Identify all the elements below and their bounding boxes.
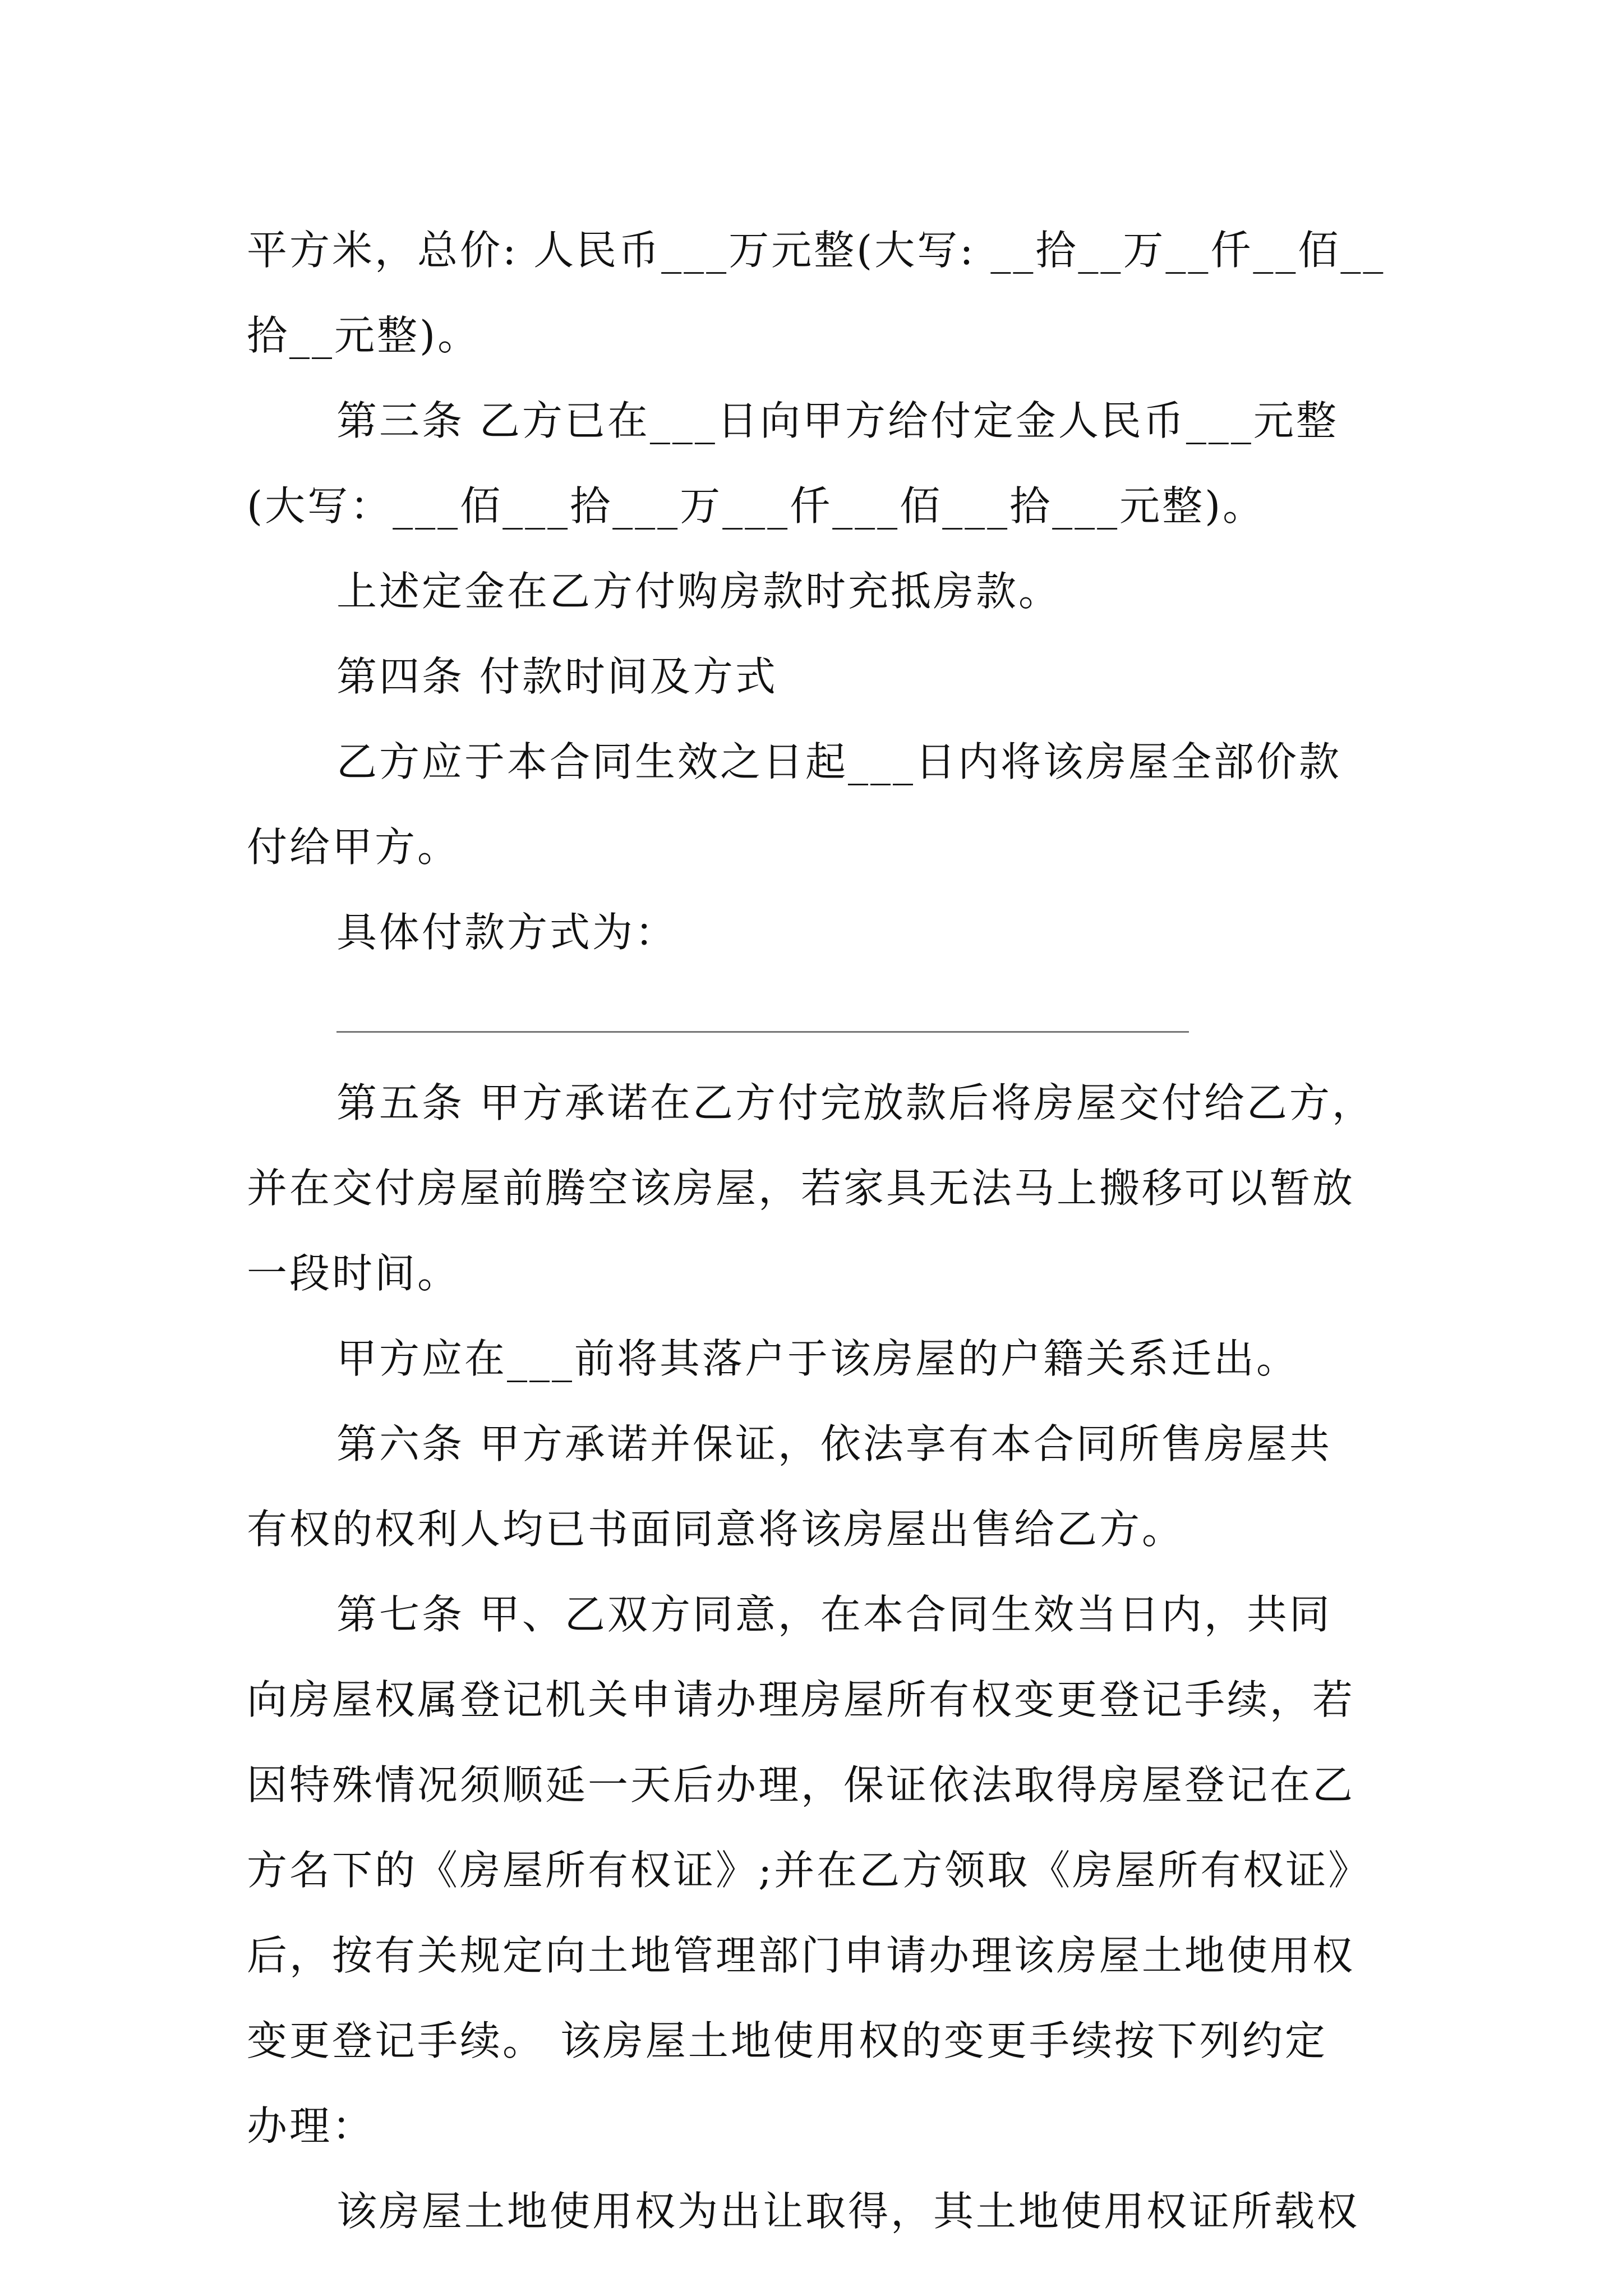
text-line-11: 第五条 甲方承诺在乙方付完放款后将房屋交付给乙方， bbox=[336, 1079, 1375, 1126]
text-line-20: 方名下的《房屋所有权证》;并在乙方领取《房屋所有权证》 bbox=[247, 1847, 1371, 1894]
text-line-13: 一段时间。 bbox=[247, 1250, 460, 1297]
horizontal-rule bbox=[336, 1031, 1189, 1033]
payment-method-blank-line bbox=[247, 975, 1391, 1060]
text-line-9: 具体付款方式为： bbox=[336, 909, 678, 956]
text-line-19: 因特殊情况须顺延一天后办理，保证依法取得房屋登记在乙 bbox=[247, 1761, 1355, 1809]
text-line-21: 后，按有关规定向土地管理部门申请办理该房屋土地使用权 bbox=[247, 1932, 1355, 1979]
text-line-1: 平方米，总价: 人民币___万元整(大写: __拾__万__仟__佰__ bbox=[247, 227, 1386, 274]
text-line-6: 第四条 付款时间及方式 bbox=[336, 653, 778, 700]
text-line-15: 第六条 甲方承诺并保证，依法享有本合同所售房屋共 bbox=[336, 1420, 1332, 1467]
text-line-5: 上述定金在乙方付购房款时充抵房款。 bbox=[336, 568, 1062, 615]
text-line-2: 拾__元整)。 bbox=[247, 312, 481, 359]
text-line-14: 甲方应在___前将其落户于该房屋的户籍关系迁出。 bbox=[336, 1335, 1299, 1382]
text-line-23: 办理： bbox=[247, 2102, 375, 2150]
text-line-24: 该房屋土地使用权为出让取得，其土地使用权证所载权 bbox=[336, 2188, 1360, 2235]
text-line-8: 付给甲方。 bbox=[247, 823, 460, 871]
text-line-18: 向房屋权属登记机关申请办理房屋所有权变更登记手续，若 bbox=[247, 1676, 1355, 1723]
text-line-12: 并在交付房屋前腾空该房屋，若家具无法马上搬移可以暂放 bbox=[247, 1165, 1355, 1212]
text-line-7: 乙方应于本合同生效之日起___日内将该房屋全部价款 bbox=[336, 738, 1342, 785]
text-line-16: 有权的权利人均已书面同意将该房屋出售给乙方。 bbox=[247, 1506, 1185, 1553]
text-line-4: (大写：___佰___拾___万___仟___佰___拾___元整)。 bbox=[247, 482, 1266, 530]
text-line-22: 变更登记手续。 该房屋土地使用权的变更手续按下列约定 bbox=[247, 2017, 1327, 2064]
text-line-3: 第三条 乙方已在___日向甲方给付定金人民币___元整 bbox=[336, 397, 1339, 444]
text-line-17: 第七条 甲、乙双方同意，在本合同生效当日内，共同 bbox=[336, 1591, 1332, 1638]
document-body bbox=[247, 208, 1391, 2254]
